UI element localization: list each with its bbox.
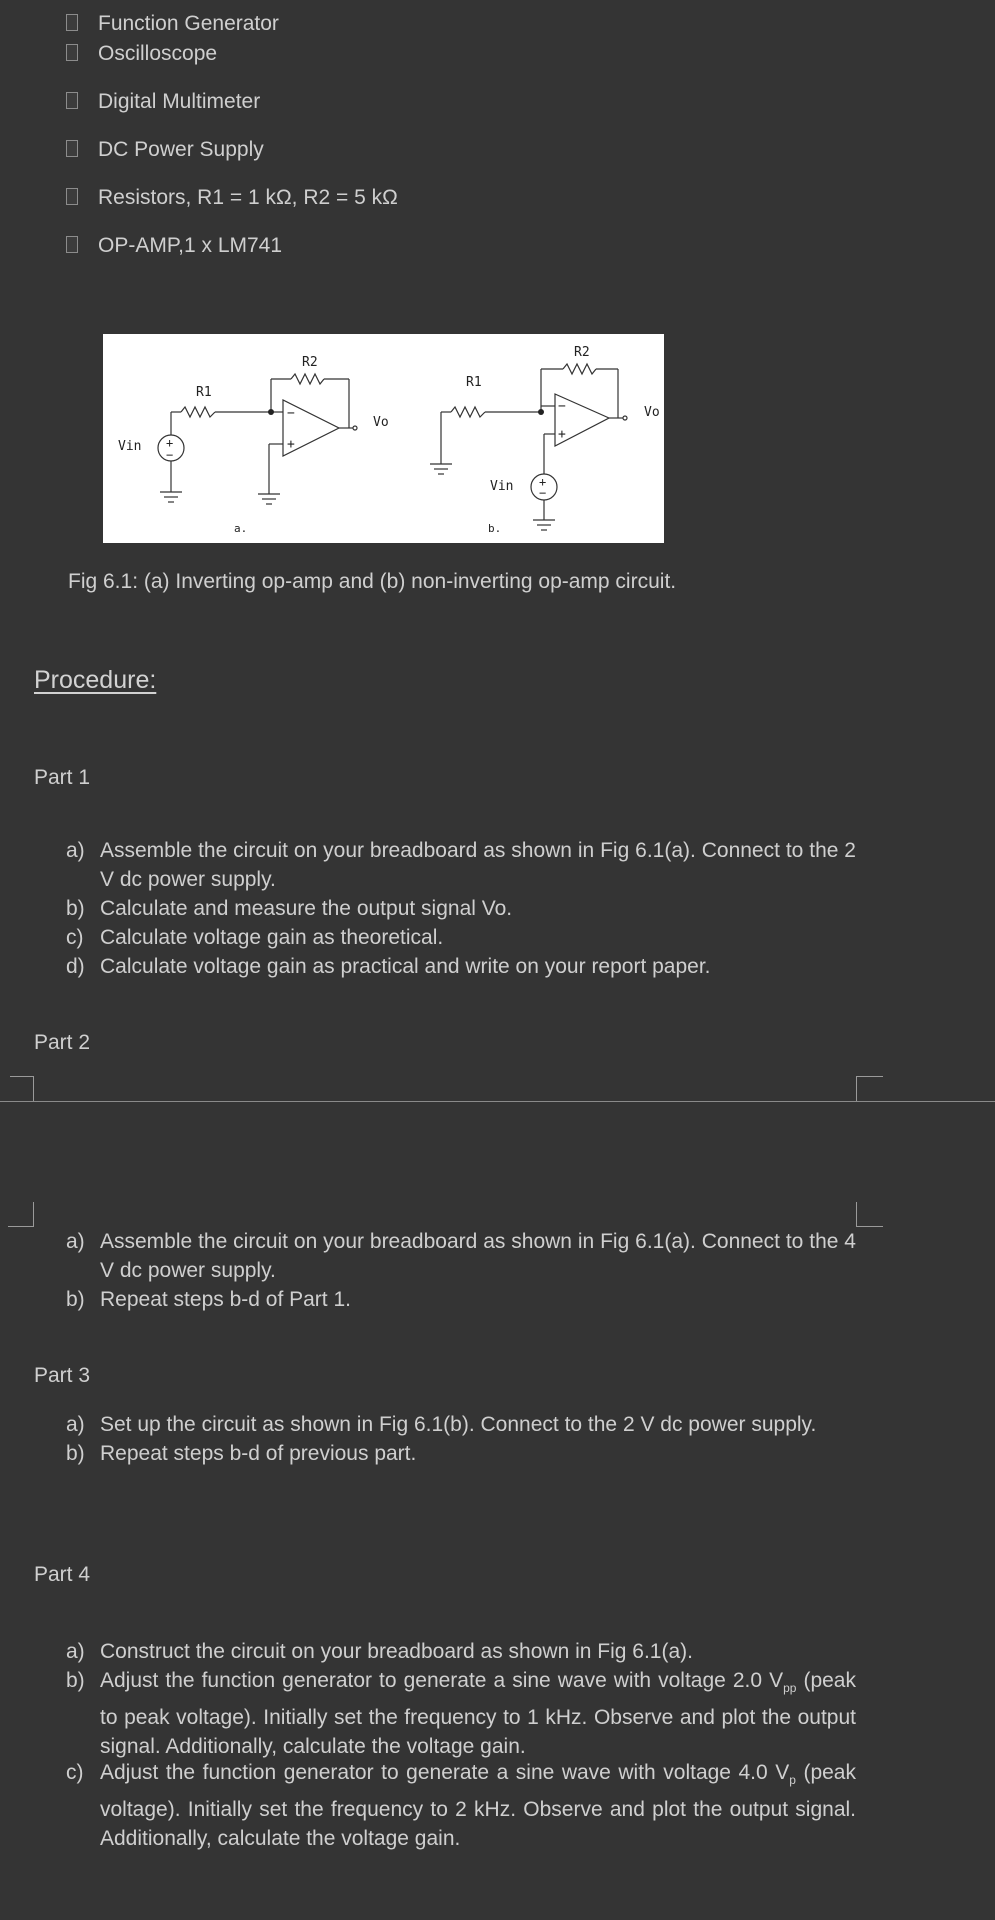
label-vin-a: Vin [118,439,142,454]
checkbox-icon [66,236,78,253]
step-item [66,836,856,894]
equipment-item [66,90,260,114]
step-item [66,894,856,923]
step-text: Adjust the function generator to generate a sine wave with voltage 2.0 $V_{pp}$ (peak to peak voltage). Initially set the frequency to 1 kHz. Observe and plot the output signal. Additionally, calculate the voltage gain. [100,1669,856,1759]
equipment-item [66,186,398,210]
step-text: Calculate and measure the output signal Vo. [100,897,513,920]
step-label: a) [66,1413,85,1436]
step-item [66,1637,856,1666]
step-label: b) [66,897,85,920]
checkbox-icon [66,14,78,31]
step-label: c) [66,926,84,949]
part-title: Part 3 [34,1364,91,1387]
step-text: Repeat steps b-d of Part 1. [100,1288,351,1311]
opamp-plus-a: + [287,437,295,452]
step-label: a) [66,839,85,862]
label-r1-a: R1 [196,385,212,400]
step-label: d) [66,955,85,978]
equipment-item [66,42,217,66]
step-item [66,1227,856,1285]
label-r2-a: R2 [302,355,318,370]
equipment-text: Digital Multimeter [98,90,261,113]
label-vo-a: Vo [373,415,389,430]
step-text: Assemble the circuit on your breadboard as shown in Fig 6.1(a). Connect to the 2 V dc power supply. [100,839,856,891]
label-r2-b: R2 [574,345,590,360]
source-minus-b: − [539,486,547,500]
step-label: b) [66,1669,85,1692]
step-text: Calculate voltage gain as practical and write on your report paper. [100,955,711,978]
circuit-figure [103,334,664,543]
equipment-item [66,234,282,258]
resistor-r2-a [291,374,324,384]
page-corner-mark [856,1076,883,1102]
page-corner-mark [10,1076,34,1102]
step-item [66,952,856,981]
equipment-text: Function Generator [98,12,279,35]
step-item [66,923,856,952]
equipment-text: DC Power Supply [98,138,264,161]
equipment-text: Oscilloscope [98,42,218,65]
checkbox-icon [66,44,78,61]
opamp-plus-b: + [558,427,566,442]
step-text: Assemble the circuit on your breadboard as shown in Fig 6.1(a). Connect to the 4 V dc power supply. [100,1230,856,1282]
step-label: a) [66,1230,85,1253]
step-item [66,1666,856,1761]
step-text: Repeat steps b-d of previous part. [100,1442,417,1465]
resistor-r2-b [563,364,596,374]
step-label: c) [66,1761,84,1784]
part-title: Part 4 [34,1563,91,1586]
step-text: Construct the circuit on your breadboard as shown in Fig 6.1(a). [100,1640,693,1663]
label-b: b. [488,522,502,535]
page-corner-mark [8,1202,34,1227]
page-break [0,1101,995,1102]
label-a: a. [234,522,248,535]
resistor-r1-a [181,407,215,417]
part-title: Part 2 [34,1031,91,1054]
page-corner-mark [856,1202,883,1227]
equipment-item [66,12,279,36]
equipment-text: Resistors, R1 = 1 kΩ, R2 = 5 kΩ [98,186,398,209]
step-label: a) [66,1640,85,1663]
figure-caption: Fig 6.1: (a) Inverting op-amp and (b) non-inverting op-amp circuit. [68,570,677,593]
label-vin-b: Vin [490,479,514,494]
step-label: b) [66,1442,85,1465]
equipment-item [66,138,264,162]
checkbox-icon [66,92,78,109]
opamp-minus-a: − [287,406,295,421]
step-label: b) [66,1288,85,1311]
step-item [66,1410,856,1439]
step-item [66,1439,856,1468]
checkbox-icon [66,188,78,205]
source-plus-b: + [539,475,547,489]
procedure-heading: Procedure: [34,666,157,694]
step-text: Calculate voltage gain as theoretical. [100,926,444,949]
source-minus-a: − [166,448,174,462]
checkbox-icon [66,140,78,157]
label-r1-b: R1 [466,375,482,390]
source-plus-a: + [166,436,174,450]
step-text: Adjust the function generator to generate a sine wave with voltage 4.0 $V_p$ (peak voltage). Initially set the frequency to 2 kHz. Observe and plot the output signal. Additionally, calculate the voltage gain. [100,1761,856,1851]
step-item [66,1285,856,1314]
step-item [66,1758,856,1853]
label-vo-b: Vo [644,405,660,420]
resistor-r1-b [451,407,485,417]
step-text: Set up the circuit as shown in Fig 6.1(b). Connect to the 2 V dc power supply. [100,1413,817,1436]
equipment-text: OP-AMP,1 x LM741 [98,234,283,257]
opamp-minus-b: − [558,399,566,414]
part-title: Part 1 [34,766,91,789]
